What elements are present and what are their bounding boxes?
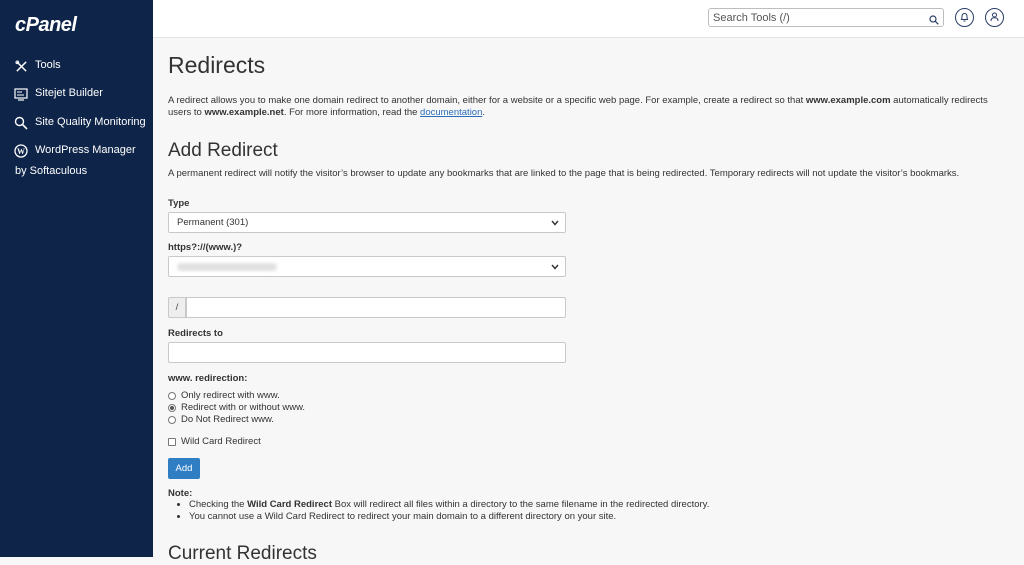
radio-button-selected[interactable] (168, 404, 176, 412)
redirects-to-label: Redirects to (168, 328, 223, 339)
documentation-link[interactable]: documentation (420, 107, 483, 118)
redirects-to-input[interactable] (168, 342, 566, 363)
chevron-down-icon (551, 218, 559, 229)
radio-button[interactable] (168, 392, 176, 400)
www-option-only-www[interactable]: Only redirect with www. (168, 390, 280, 401)
add-button[interactable]: Add (168, 458, 200, 479)
top-bar (153, 0, 1024, 38)
list-item: • You cannot use a Wild Card Redirect to redirect your main domain to a different directory on your site. (189, 511, 989, 523)
tools-icon (14, 59, 28, 73)
add-redirect-heading: Add Redirect (168, 140, 278, 161)
radio-button[interactable] (168, 416, 176, 424)
note-list (168, 499, 989, 523)
sidebar-item-label: Site Quality Monitoring (35, 116, 146, 128)
svg-text:W: W (17, 147, 25, 156)
sitejet-icon (14, 87, 28, 101)
www-option-with-or-without[interactable]: Redirect with or without www. (168, 402, 305, 413)
list-item: • Checking the Wild Card Redirect Box will redirect all files within a directory to the same filename in the redirected directory. (189, 499, 989, 511)
sidebar (0, 0, 153, 557)
type-select[interactable] (168, 212, 566, 233)
sidebar-item-site-quality[interactable] (14, 116, 146, 130)
search-icon[interactable] (929, 12, 939, 30)
redacted-domain (177, 263, 277, 271)
wordpress-icon (14, 144, 28, 158)
sidebar-item-sitejet[interactable] (14, 87, 103, 101)
wildcard-redirect-option[interactable]: Wild Card Redirect (168, 436, 261, 447)
domain-select[interactable] (168, 256, 566, 277)
add-redirect-description: A permanent redirect will notify the visitor’s browser to update any bookmarks that are linked to the page that is being redirected. Temporary redirects will not update the visitor’s bookmarks. (168, 168, 960, 179)
domain-label: https?://(www.)? (168, 242, 243, 253)
sidebar-item-wordpress[interactable] (14, 144, 136, 158)
type-select-value: Permanent (301) (177, 217, 249, 228)
current-redirects-heading: Current Redirects (168, 543, 317, 564)
sidebar-item-label: WordPress Manager (35, 144, 136, 156)
www-option-do-not-redirect[interactable]: Do Not Redirect www. (168, 414, 274, 425)
sidebar-item-label: Sitejet Builder (35, 87, 103, 99)
page-title: Redirects (168, 52, 266, 78)
type-label: Type (168, 198, 190, 209)
chevron-down-icon (551, 262, 559, 273)
path-input[interactable] (186, 297, 566, 318)
magnifier-icon (14, 116, 28, 130)
cpanel-logo[interactable]: cPanel (15, 14, 77, 36)
sidebar-item-tools[interactable] (14, 59, 61, 73)
search-input[interactable] (708, 8, 944, 27)
user-icon (990, 9, 999, 27)
sidebar-item-label-secondary: by Softaculous (15, 165, 88, 177)
notifications-button[interactable] (955, 8, 974, 27)
www-redirection-label: www. redirection: (168, 373, 248, 384)
intro-text: A redirect allows you to make one domain redirect to another domain, either for a website or a specific web page. For example, create a redirect so that www.example.com automatically redirects users to www.example.net. For more information, read the documentation. (168, 95, 988, 118)
user-menu-button[interactable] (985, 8, 1004, 27)
sidebar-item-label: Tools (35, 59, 61, 71)
wildcard-checkbox[interactable] (168, 438, 176, 446)
bell-icon (960, 9, 969, 27)
path-prefix: / (168, 297, 186, 318)
note-title: Note: (168, 488, 193, 499)
